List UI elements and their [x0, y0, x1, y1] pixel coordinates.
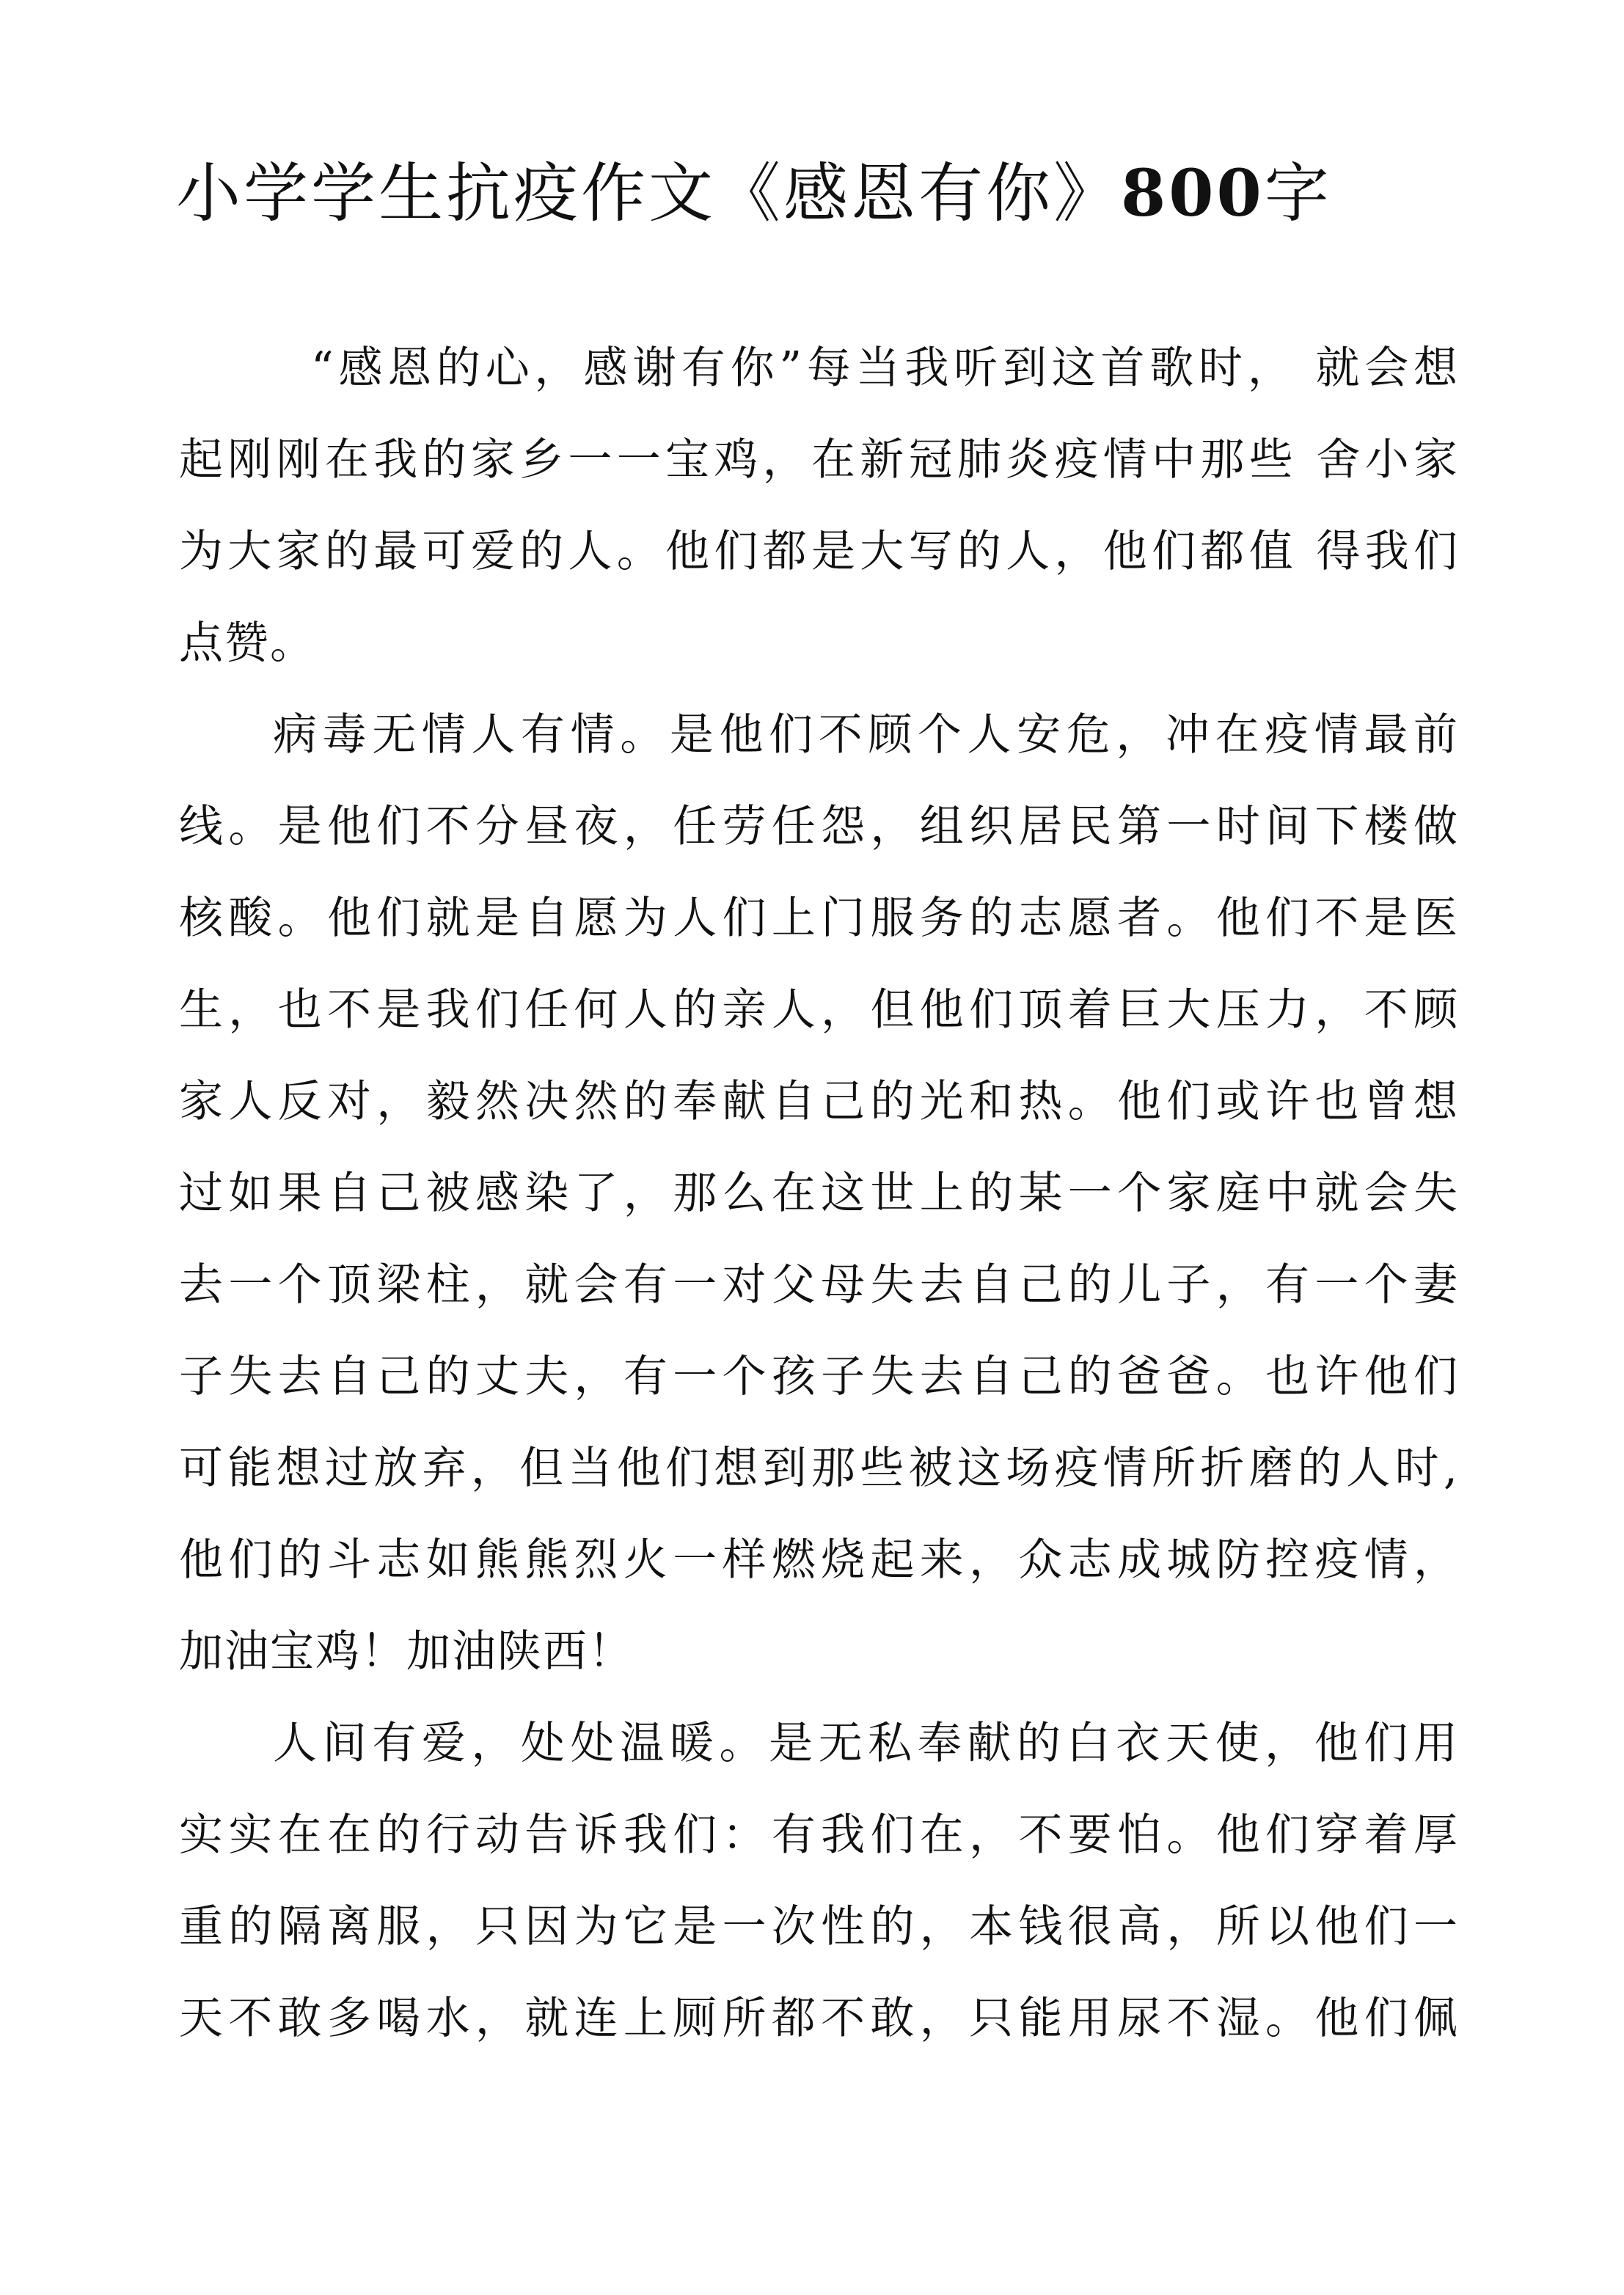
text-line: 他们的斗志如熊熊烈火一样燃烧起来，众志成城防控疫情， — [179, 1534, 1459, 1586]
text-line: 家人反对，毅然决然的奉献自己的光和热。他们或许也曾想 — [179, 1076, 1459, 1127]
text-line: 天不敢多喝水，就连上厕所都不敢，只能用尿不湿。他们佩 — [179, 1993, 1459, 2044]
text-line: 为大家的最可爱的人。他们都是大写的人，他们都值 得我们 — [179, 526, 1459, 577]
text-line: “感恩的心，感谢有你”每当我听到这首歌时， 就会想 — [311, 343, 1459, 394]
text-line: 实实在在的行动告诉我们：有我们在，不要怕。他们穿着厚 — [179, 1809, 1459, 1861]
essay-body — [179, 323, 1459, 2065]
text-line: 生，也不是我们任何人的亲人，但他们顶着巨大压力，不顾 — [179, 984, 1459, 1036]
text-line: 加油宝鸡！加油陕西！ — [179, 1626, 634, 1677]
text-line: 过如果自己被感染了，那么在这世上的某一个家庭中就会失 — [179, 1168, 1459, 1219]
text-line: 病毒无情人有情。是他们不顾个人安危，冲在疫情最前 — [273, 709, 1459, 761]
text-line: 线。是他们不分昼夜，任劳任怨，组织居民第一时间下楼做 — [179, 801, 1459, 852]
text-line: 点赞。 — [179, 618, 315, 669]
title-text: 小学学生抗疫作文《感恩有你》 — [176, 155, 1122, 231]
text-line: 人间有爱，处处温暖。是无私奉献的白衣天使，他们用 — [273, 1718, 1459, 1769]
text-line: 可能想过放弃，但当他们想到那些被这场疫情所折磨的人时, — [179, 1443, 1459, 1494]
text-line: 重的隔离服，只因为它是一次性的，本钱很高，所以他们一 — [179, 1901, 1459, 1952]
text-line: 起刚刚在我的家乡一一宝鸡，在新冠肺炎疫情中那些 舍小家 — [179, 434, 1459, 486]
text-line: 子失去自己的丈夫，有一个孩子失去自己的爸爸。也许他们 — [179, 1351, 1459, 1402]
document-title — [176, 145, 1496, 241]
text-line: 去一个顶梁柱，就会有一对父母失去自己的儿子，有一个妻 — [179, 1259, 1459, 1311]
title-number: 800 — [1121, 155, 1265, 231]
title-suffix: 字 — [1264, 155, 1332, 231]
text-line: 核酸。他们就是自愿为人们上门服务的志愿者。他们不是医 — [179, 893, 1459, 944]
